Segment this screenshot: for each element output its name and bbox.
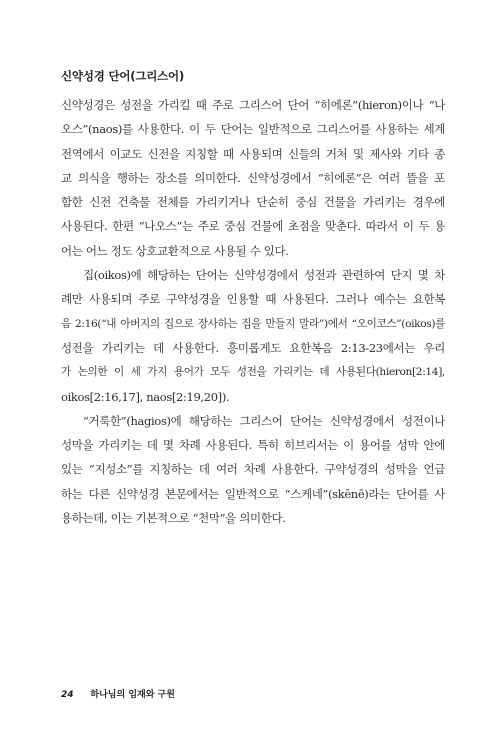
paragraph-2-line-5: 가 논의한 이 세 가지 용어가 모두 성전을 가리키는 데 사용된다(hieron[2:14],: [61, 366, 445, 379]
paragraph-1-line-7: 어는 어느 정도 상호교환적으로 사용될 수 있다.: [61, 243, 289, 258]
section-heading: 신약성경 단어(그리스어): [61, 69, 185, 83]
paragraph-3-line-2: 성막을 가리키는 데 몇 차례 사용된다. 특히 히브리서는 이 용어를 성막 안에: [61, 438, 445, 453]
paragraph-1-line-5: 함한 신전 건축물 전체를 가리키거나 단순히 중심 건물을 가리키는 경우에: [61, 195, 445, 210]
paragraph-1-line-2: 오스”(naos)를 사용한다. 이 두 단어는 일반적으로 그리스어를 사용하는 세계: [61, 122, 445, 137]
paragraph-1-line-4: 교 의식을 행하는 장소를 의미한다. 신약성경에서 “히에론”은 여러 뜰을 포: [61, 170, 445, 185]
paragraph-3-line-1: “거룩한”(hagios)에 해당하는 그리스어 단어는 신약성경에서 성전이나: [83, 413, 445, 428]
paragraph-2-line-3: 음 2:16(“내 아버지의 집으로 장사하는 집을 만들지 말라”)에서 “오이코스”(oikos)를: [61, 317, 445, 330]
body-text: [61, 93, 445, 530]
paragraph-2-line-1: 집(oikos)에 해당하는 단어는 신약성경에서 성전과 관련하여 단지 몇 차: [83, 268, 445, 283]
page-number: 24: [61, 690, 74, 700]
paragraph-2-line-2: 례만 사용되며 주로 구약성경을 인용할 때 사용된다. 그러나 예수는 요한복: [61, 292, 445, 307]
paragraph-2-line-4: 성전을 가리키는 데 사용한다. 흥미롭게도 요한복음 2:13-23에서는 우리: [61, 340, 445, 355]
page-footer: [61, 687, 175, 700]
paragraph-1-line-6: 사용된다. 한편 “나오스”는 주로 중심 건물에 초점을 맞춘다. 따라서 이 두 용: [61, 219, 445, 234]
paragraph-3-line-3: 있는 “지성소”를 지칭하는 데 여러 차례 사용한다. 구약성경의 성막을 언급: [61, 462, 445, 477]
paragraph-1-line-1: 신약성경은 성전을 가리킬 때 주로 그리스어 단어 “히에론”(hieron)이나 “나: [61, 98, 445, 112]
paragraph-2-line-6: oikos[2:16,17], naos[2:19,20]).: [61, 389, 230, 404]
paragraph-3-line-4: 하는 다른 신약성경 본문에서는 일반적으로 “스케네”(skēnē)라는 단어를 사: [61, 486, 445, 501]
paragraph-3-line-5: 용하는데, 이는 기본적으로 “천막”을 의미한다.: [61, 511, 286, 526]
running-title: 하나님의 임재와 구원: [90, 690, 175, 700]
paragraph-1-line-3: 전역에서 이교도 신전을 지칭할 때 사용되며 신들의 거처 및 제사와 기타 종: [61, 146, 445, 161]
